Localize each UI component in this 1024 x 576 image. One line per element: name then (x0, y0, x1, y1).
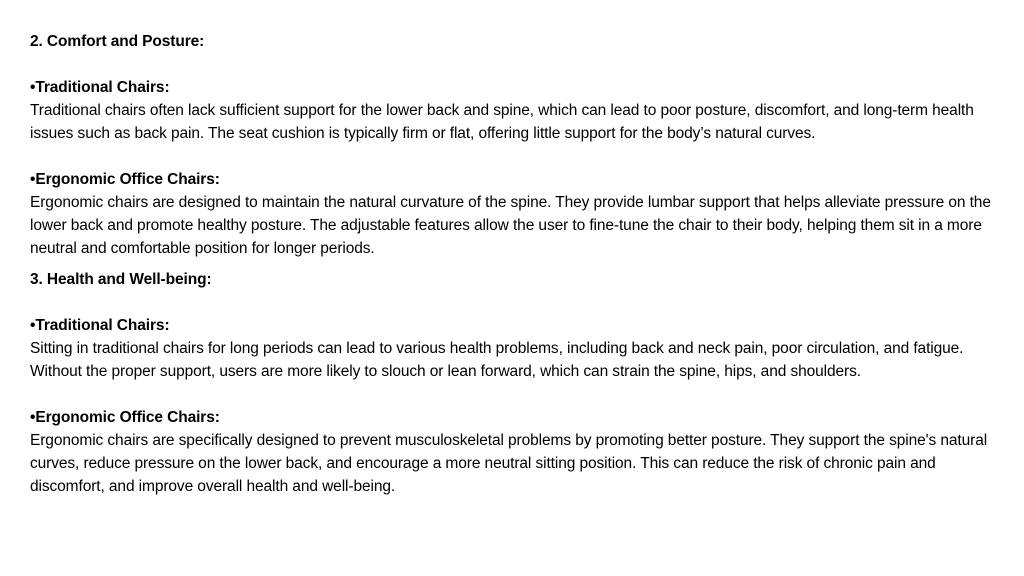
bullet-heading-ergonomic-chairs: •Ergonomic Office Chairs: (30, 409, 220, 426)
paragraph-traditional-chairs: Sitting in traditional chairs for long periods can lead to various health problems, including back and neck pain, poor circulation, and fatigue. Without the proper support, users are more likely to slouch or lean forward, which can strain the spine, hips, and shoulders. (30, 340, 964, 380)
bullet-heading-traditional-chairs: •Traditional Chairs: (30, 317, 170, 334)
paragraph-traditional-chairs: Traditional chairs often lack sufficient support for the lower back and spine, which can lead to poor posture, discomfort, and long-term health issues such as back pain. The seat cushion is typically firm or flat, offering little support for the body’s natural curves. (30, 102, 974, 142)
spacer (30, 260, 1005, 268)
section-comfort-posture (30, 30, 1005, 260)
slide-body (30, 30, 1005, 498)
spacer (30, 145, 1005, 168)
paragraph-ergonomic-chairs: Ergonomic chairs are specifically designed to prevent musculoskeletal problems by promoting better posture. They support the spine's natural curves, reduce pressure on the lower back, and encourage a more neutral sitting position. This can reduce the risk of chronic pain and discomfort, and improve overall health and well-being. (30, 432, 988, 495)
spacer (30, 291, 1005, 314)
section-title: 2. Comfort and Posture: (30, 33, 205, 50)
paragraph-ergonomic-chairs: Ergonomic chairs are designed to maintain the natural curvature of the spine. They provide lumbar support that helps alleviate pressure on the lower back and promote healthy posture. The adjustable features allow the user to fine-tune the chair to their body, helping them sit in a more neutral and comfortable position for longer periods. (30, 194, 991, 257)
section-health-wellbeing (30, 268, 1005, 498)
spacer (30, 383, 1005, 406)
section-title: 3. Health and Well-being: (30, 271, 212, 288)
bullet-heading-traditional-chairs: •Traditional Chairs: (30, 79, 170, 96)
spacer (30, 53, 1005, 76)
bullet-heading-ergonomic-chairs: •Ergonomic Office Chairs: (30, 171, 220, 188)
